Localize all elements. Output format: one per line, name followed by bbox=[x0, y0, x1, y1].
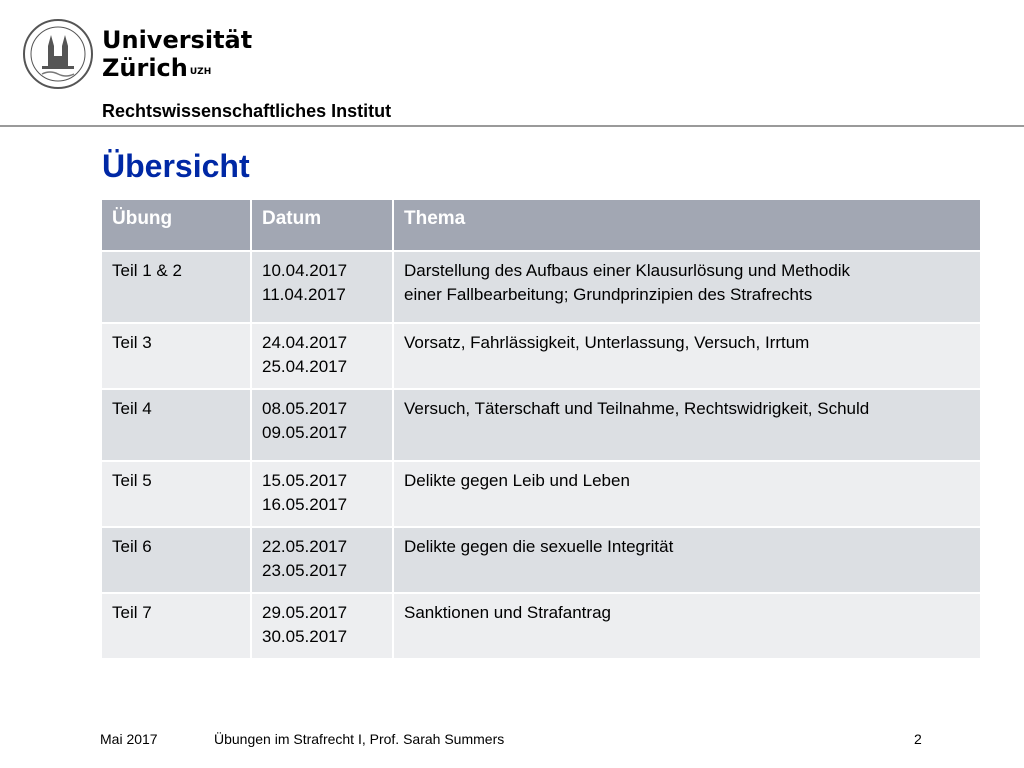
date-line: 23.05.2017 bbox=[262, 561, 348, 580]
cell-datum bbox=[251, 389, 393, 461]
cell-datum bbox=[251, 527, 393, 593]
thema-line: einer Fallbearbeitung; Grundprinzipien des Strafrechts bbox=[404, 285, 813, 304]
date-line: 30.05.2017 bbox=[262, 627, 348, 646]
table-header-row bbox=[101, 199, 981, 251]
cell-thema bbox=[393, 251, 981, 323]
cell-uebung: Teil 1 & 2 bbox=[101, 251, 251, 323]
footer-page-number: 2 bbox=[914, 731, 922, 747]
table-row bbox=[101, 323, 981, 389]
header-divider bbox=[0, 125, 1024, 127]
overview-table bbox=[100, 198, 982, 660]
thema-line: Delikte gegen Leib und Leben bbox=[404, 471, 630, 490]
cell-thema bbox=[393, 389, 981, 461]
thema-line: Darstellung des Aufbaus einer Klausurlösung und Methodik bbox=[404, 261, 851, 280]
date-line: 09.05.2017 bbox=[262, 423, 348, 442]
column-header-thema: Thema bbox=[393, 199, 981, 251]
table-row bbox=[101, 461, 981, 527]
date-line: 22.05.2017 bbox=[262, 537, 348, 556]
page-title: Übersicht bbox=[102, 148, 250, 184]
cell-uebung: Teil 7 bbox=[101, 593, 251, 659]
university-name bbox=[102, 26, 252, 82]
column-header-uebung: Übung bbox=[101, 199, 251, 251]
table-row bbox=[101, 389, 981, 461]
university-line2: Zürich bbox=[102, 54, 188, 82]
cell-datum bbox=[251, 251, 393, 323]
date-line: 29.05.2017 bbox=[262, 603, 348, 622]
table-row bbox=[101, 527, 981, 593]
footer-date: Mai 2017 bbox=[100, 731, 158, 747]
cell-thema bbox=[393, 323, 981, 389]
cell-uebung: Teil 4 bbox=[101, 389, 251, 461]
cell-datum bbox=[251, 593, 393, 659]
date-line: 24.04.2017 bbox=[262, 333, 348, 352]
cell-thema bbox=[393, 461, 981, 527]
university-line1: Universität bbox=[102, 26, 253, 54]
cell-uebung: Teil 6 bbox=[101, 527, 251, 593]
table-row bbox=[101, 251, 981, 323]
cell-datum bbox=[251, 461, 393, 527]
cell-uebung: Teil 3 bbox=[101, 323, 251, 389]
table-row bbox=[101, 593, 981, 659]
cell-uebung: Teil 5 bbox=[101, 461, 251, 527]
university-suffix: UZH bbox=[189, 67, 212, 77]
university-seal-icon bbox=[22, 18, 94, 90]
cell-thema bbox=[393, 527, 981, 593]
thema-line: Versuch, Täterschaft und Teilnahme, Rechtswidrigkeit, Schuld bbox=[404, 399, 870, 418]
date-line: 16.05.2017 bbox=[262, 495, 348, 514]
date-line: 11.04.2017 bbox=[262, 285, 346, 304]
institute-name: Rechtswissenschaftliches Institut bbox=[102, 101, 392, 121]
cell-thema bbox=[393, 593, 981, 659]
date-line: 08.05.2017 bbox=[262, 399, 348, 418]
date-line: 10.04.2017 bbox=[262, 261, 348, 280]
footer-course: Übungen im Strafrecht I, Prof. Sarah Summers bbox=[214, 731, 505, 747]
thema-line: Delikte gegen die sexuelle Integrität bbox=[404, 537, 674, 556]
date-line: 25.04.2017 bbox=[262, 357, 348, 376]
column-header-datum: Datum bbox=[251, 199, 393, 251]
thema-line: Sanktionen und Strafantrag bbox=[404, 603, 611, 622]
date-line: 15.05.2017 bbox=[262, 471, 348, 490]
cell-datum bbox=[251, 323, 393, 389]
thema-line: Vorsatz, Fahrlässigkeit, Unterlassung, Versuch, Irrtum bbox=[404, 333, 810, 352]
